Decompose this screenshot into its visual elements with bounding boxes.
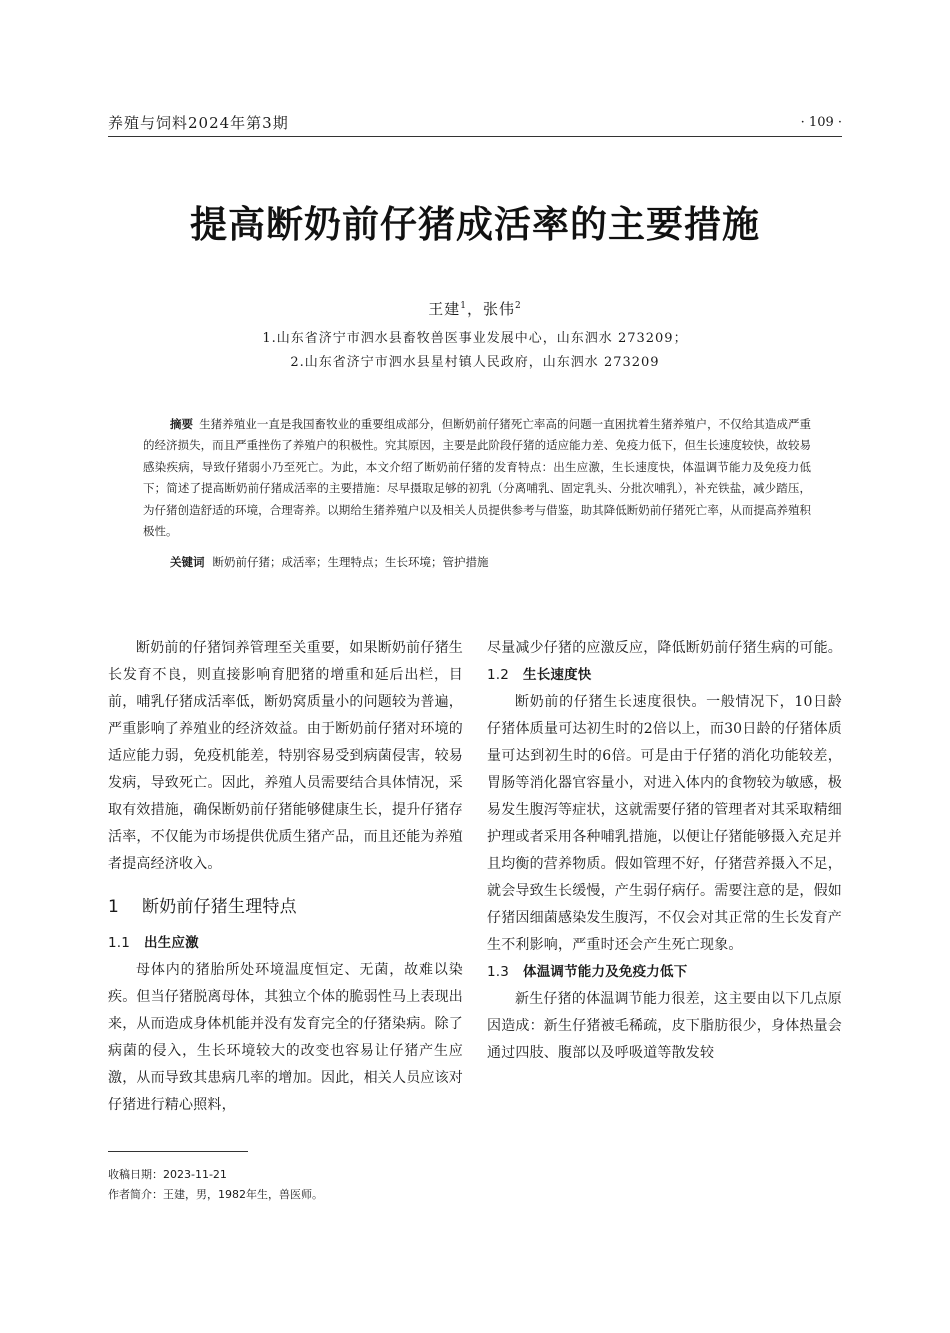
keywords-label: 关键词 [170, 555, 205, 569]
body-paragraph: 尽量减少仔猪的应激反应，降低断奶前仔猪生病的可能。 [487, 640, 842, 656]
subsection-number: 1.2 [487, 667, 510, 683]
author-bio: 作者简介：王建，男，1982年生，兽医师。 [108, 1188, 323, 1201]
section-heading [108, 894, 463, 920]
section-title: 断奶前仔猪生理特点 [142, 897, 297, 917]
subsection-heading [487, 959, 842, 986]
subsection-heading [108, 930, 463, 957]
keywords-text: 断奶前仔猪；成活率；生理特点；生长环境；管护措施 [212, 555, 489, 569]
abstract-label: 摘要 [170, 417, 194, 431]
body-paragraph: 断奶前的仔猪生长速度很快。一般情况下，10日龄仔猪体质量可达初生时的2倍以上，而30日龄的仔猪体质量可达到初生时的6倍。可是由于仔猪的消化功能较差，胃肠等消化器官容量小，对进入体内的食物较为敏感，极易发生腹泻等症状，这就需要仔猪的管理者对其采取精细护理或者采用各种哺乳措施，以便让仔猪能够摄入充足并且均衡的营养物质。假如管理不好，仔猪营养摄入不足，就会导致生长缓慢，产生弱仔病仔。需要注意的是，假如仔猪因细菌感染发生腹泻，不仅会对其正常的生长发育产生不利影响，严重时还会产生死亡现象。 [487, 694, 842, 953]
article-title: 提高断奶前仔猪成活率的主要措施 [190, 203, 760, 246]
author-separator: ， [466, 300, 483, 318]
subsection-title: 体温调节能力及免疫力低下 [523, 964, 688, 980]
subsection-title: 生长速度快 [523, 667, 592, 683]
received-date: 收稿日期：2023-11-21 [108, 1168, 227, 1181]
running-header [108, 108, 842, 137]
left-column [108, 635, 463, 1119]
subsection-heading [487, 662, 842, 689]
intro-paragraph: 断奶前的仔猪饲养管理至关重要，如果断奶前仔猪生长发育不良，则直接影响育肥猪的增重和延后出栏，目前，哺乳仔猪成活率低，断奶窝质量小的问题较为普遍，严重影响了养殖业的经济效益。由于断奶前仔猪对环境的适应能力弱，免疫机能差，特别容易受到病菌侵害，较易发病，导致死亡。因此，养殖人员需要结合具体情况，采取有效措施，确保断奶前仔猪能够健康生长，提升仔猪存活率，不仅能为市场提供优质生猪产品，而且还能为养殖者提高经济收入。 [108, 640, 463, 872]
keywords [143, 554, 811, 570]
author-name: 王建 [428, 300, 461, 318]
body-paragraph: 新生仔猪的体温调节能力很差，这主要由以下几点原因造成：新生仔猪被毛稀疏，皮下脂肪很少，身体热量会通过四肢、腹部以及呼吸道等散发较 [487, 991, 842, 1061]
author-line [0, 298, 950, 319]
right-column [487, 635, 842, 1067]
affiliation-2: 2.山东省济宁市泗水县星村镇人民政府，山东泗水 273209 [290, 355, 660, 370]
abstract [143, 414, 811, 542]
affiliation-marker: 2 [515, 301, 522, 311]
subsection-number: 1.3 [487, 964, 510, 980]
page-number: · 109 · [800, 115, 842, 130]
section-number: 1 [108, 897, 120, 917]
abstract-text: 生猪养殖业一直是我国畜牧业的重要组成部分，但断奶前仔猪死亡率高的问题一直困扰着生猪养殖户，不仅给其造成严重的经济损失，而且严重挫伤了养殖户的积极性。究其原因，主要是此阶段仔猪的适应能力差、免疫力低下，但生长速度较快，故较易感染疾病，导致仔猪弱小乃至死亡。为此，本文介绍了断奶前仔猪的发育特点：出生应激，生长速度快，体温调节能力及免疫力低下；简述了提高断奶前仔猪成活率的主要措施：尽早摄取足够的初乳（分离哺乳、固定乳头、分批次哺乳），补充铁盐，减少踏压，为仔猪创造舒适的环境，合理寄养。以期给生猪养殖户以及相关人员提供参考与借鉴，助其降低断奶前仔猪死亡率，从而提高养殖积极性。 [143, 417, 811, 539]
journal-name: 养殖与饲料2024年第3期 [108, 114, 289, 132]
footnote-divider [108, 1151, 248, 1152]
subsection-title: 出生应激 [144, 935, 199, 951]
author-name: 张伟 [483, 300, 516, 318]
affiliation-marker: 1 [460, 301, 467, 311]
subsection-number: 1.1 [108, 935, 131, 951]
body-paragraph: 母体内的猪胎所处环境温度恒定、无菌，故难以染疾。但当仔猪脱离母体，其独立个体的脆弱性马上表现出来，从而造成身体机能并没有发育完全的仔猪染病。除了病菌的侵入，生长环境较大的改变也容易让仔猪产生应激，从而导致其患病几率的增加。因此，相关人员应该对仔猪进行精心照料， [108, 962, 463, 1113]
affiliation-1: 1.山东省济宁市泗水县畜牧兽医事业发展中心，山东泗水 273209； [262, 331, 688, 346]
